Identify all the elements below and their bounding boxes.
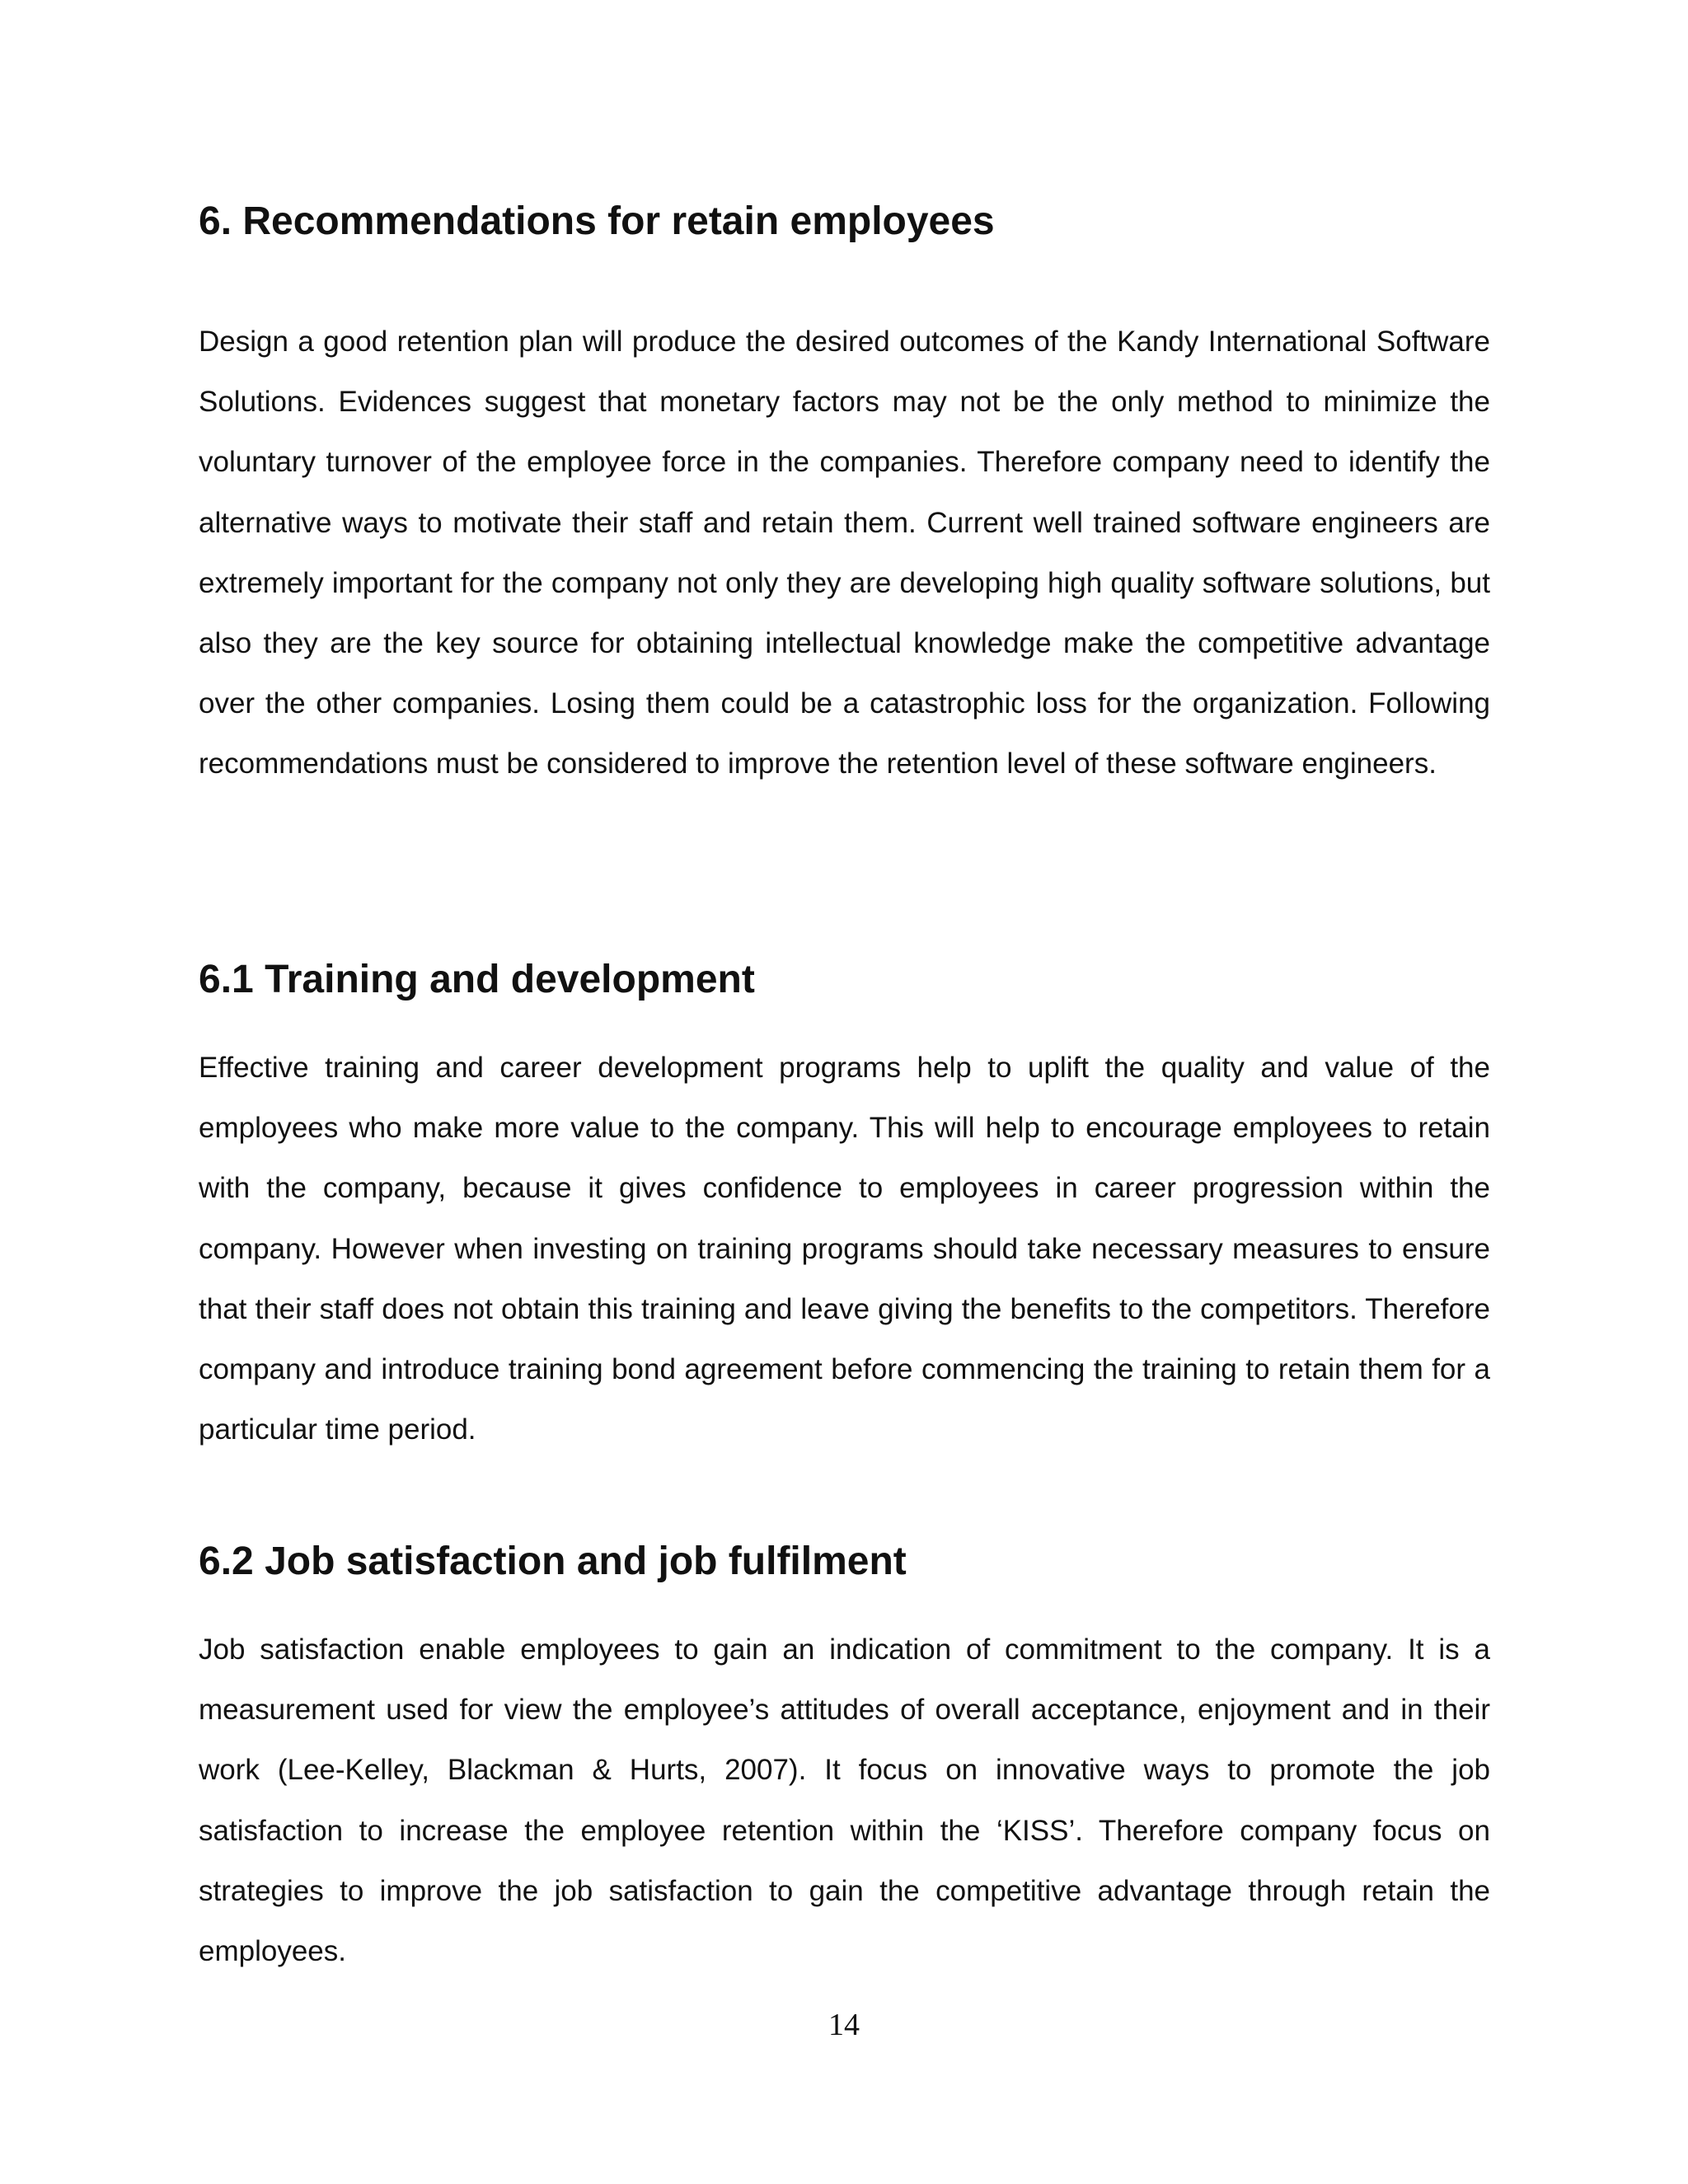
training-paragraph: Effective training and career development programs help to uplift the quality and value of the employees who make more value to the company. This will help to encourage employees to retain with the company, because it gives confidence to employees in career progression within the company. However when investing on training programs should take necessary measures to ensure that their staff does not obtain this training and leave giving the benefits to the competitors. Therefore company and introduce training bond agreement before commencing the training to retain them for a particular time period. xyxy=(199,1052,1490,1446)
subsection-heading-training: 6.1 Training and development xyxy=(199,958,755,1001)
job-satisfaction-paragraph: Job satisfaction enable employees to gain an indication of commitment to the company. It is a measurement used for view the employee’s attitudes of overall acceptance, enjoyment and in their work (Lee-Kelley, Blackman & Hurts, 2007). It focus on innovative ways to promote the job satisfaction to increase the employee retention within the ‘KISS’. Therefore company focus on strategies to improve the job satisfaction to gain the competitive advantage through retain the employees. xyxy=(199,1633,1490,1968)
section-heading: 6. Recommendations for retain employees xyxy=(199,199,995,243)
subsection-heading-job-satisfaction: 6.2 Job satisfaction and job fulfilment xyxy=(199,1540,907,1583)
page-number: 14 xyxy=(828,2008,860,2042)
intro-paragraph: Design a good retention plan will produce the desired outcomes of the Kandy International Software Solutions. Evidences suggest that monetary factors may not be the only method to minimize the voluntary turnover of the employee force in the companies. Therefore company need to identify the alternative ways to motivate their staff and retain them. Current well trained software engineers are extremely important for the company not only they are developing high quality software solutions, but also they are the key source for obtaining intellectual knowledge make the competitive advantage over the other companies. Losing them could be a catastrophic loss for the organization. Following recommendations must be considered to improve the retention level of these software engineers. xyxy=(199,326,1490,780)
